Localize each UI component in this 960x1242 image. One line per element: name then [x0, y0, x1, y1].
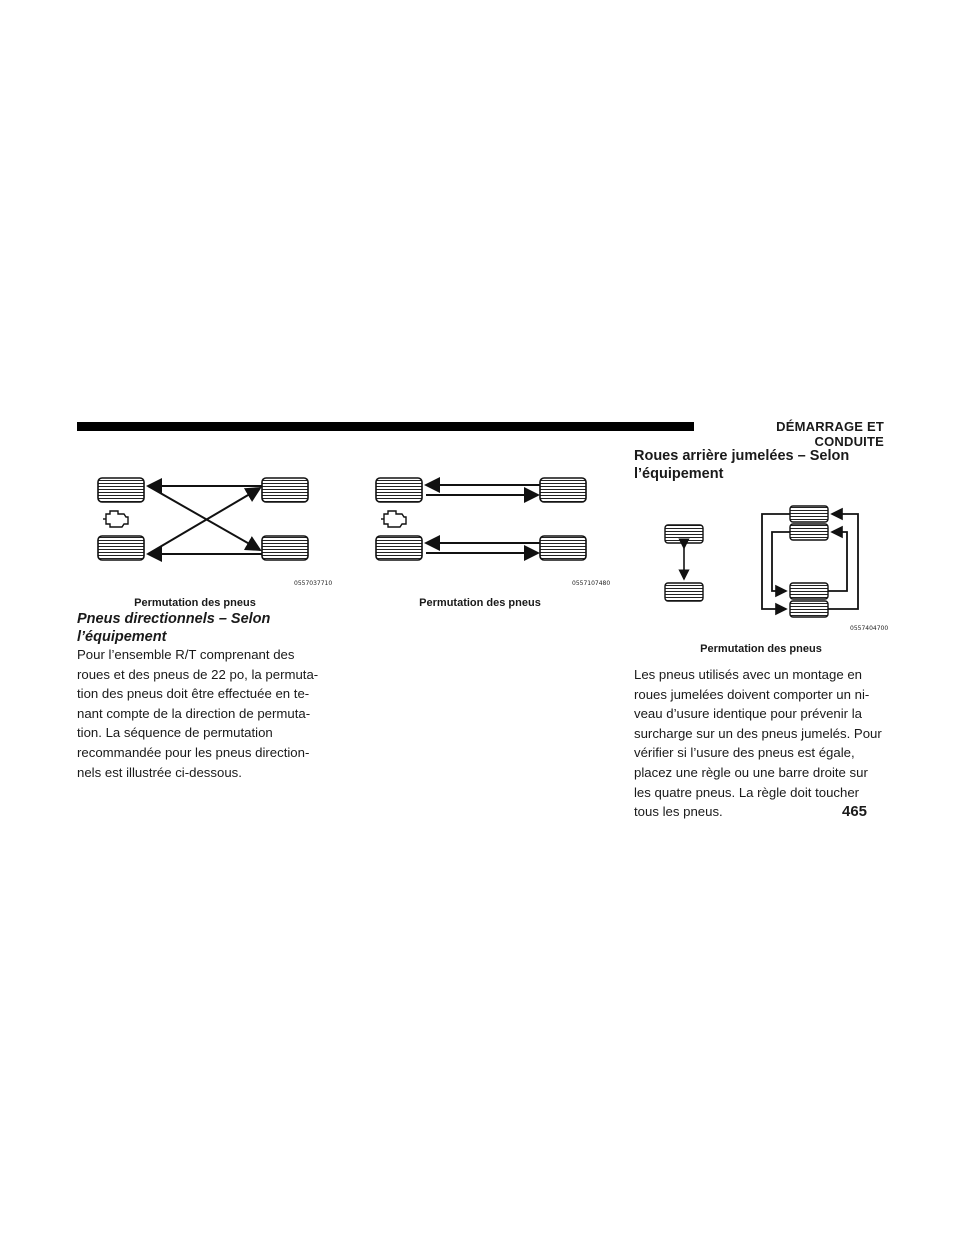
text-line: tous les pneus. [634, 804, 723, 820]
tire-icon [376, 478, 422, 502]
tire-icon [540, 478, 586, 502]
text-line: Les pneus utilisés avec un montage en [634, 667, 862, 682]
engine-icon [103, 511, 128, 527]
section-heading [634, 447, 894, 483]
figure-caption: Permutation des pneus [134, 597, 256, 609]
figure-dual-rear-wheels [655, 500, 870, 625]
tire-icon [790, 524, 828, 540]
section-heading [77, 610, 347, 646]
text-line: les quatre pneus. La règle doit toucher [634, 784, 860, 800]
text-line: placez une règle ou une barre droite sur [634, 764, 868, 780]
text-line: surcharge sur un des pneus jumelés. Pour [634, 725, 882, 741]
header-rule [77, 422, 694, 431]
text-line: recommandée pour les pneus direction- [77, 744, 310, 760]
tire-icon [98, 536, 144, 560]
figure-code: 0557037710 [294, 580, 333, 587]
page-number: 465 [842, 803, 868, 820]
dual-wheel-rotation-diagram [655, 500, 870, 625]
figure-caption: Permutation des pneus [419, 597, 541, 609]
figure-code: 0557107480 [572, 580, 611, 587]
tire-icon [790, 601, 828, 617]
heading-line: Roues arrière jumelées – Selon [634, 448, 850, 464]
section-title: DÉMARRAGE ET CONDUITE [776, 419, 884, 449]
engine-icon [381, 511, 406, 527]
rotation-arrow [828, 514, 858, 609]
tire-icon [665, 583, 703, 601]
text-line: roues jumelées doivent comporter un ni- [634, 686, 870, 702]
heading-line: l’équipement [77, 629, 167, 645]
tire-icon [376, 536, 422, 560]
figure-tire-rotation-x [90, 470, 325, 582]
text-line: veau d’usure identique pour prévenir la [634, 706, 862, 722]
tire-icon [262, 478, 308, 502]
text-line: vérifier si l’usure des pneus est égale, [634, 745, 855, 761]
tire-icon [98, 478, 144, 502]
text-line: tion des pneus doit être effectuée en te- [77, 686, 310, 702]
rotation-arrow [148, 486, 260, 550]
tire-icon [262, 536, 308, 560]
tire-icon [665, 525, 703, 543]
text-line: Pour l’ensemble R/T comprenant des [77, 647, 295, 662]
heading-line: l’équipement [634, 466, 724, 482]
figure-caption: Permutation des pneus [700, 643, 822, 655]
rotation-arrow [772, 532, 790, 591]
rotation-arrow [148, 488, 260, 554]
figure-tire-rotation-directional [368, 470, 603, 582]
figure-code: 0557404700 [850, 625, 889, 632]
body-paragraph [634, 665, 882, 822]
tire-icon [790, 506, 828, 522]
body-paragraph [77, 645, 324, 782]
tire-icon [540, 536, 586, 560]
tire-rotation-diagram-directional [368, 470, 603, 582]
tire-icon [790, 583, 828, 599]
rotation-arrow [828, 532, 847, 591]
heading-line: Pneus directionnels – Selon [77, 611, 271, 627]
tire-rotation-diagram-x [90, 470, 325, 582]
text-line: roues et des pneus de 22 po, la permuta- [77, 666, 319, 682]
text-line: nant compte de la direction de permuta- [77, 705, 311, 721]
rotation-arrow [762, 514, 790, 609]
text-line: nels est illustrée ci-dessous. [77, 764, 242, 780]
text-line: tion. La séquence de permutation [77, 725, 273, 741]
